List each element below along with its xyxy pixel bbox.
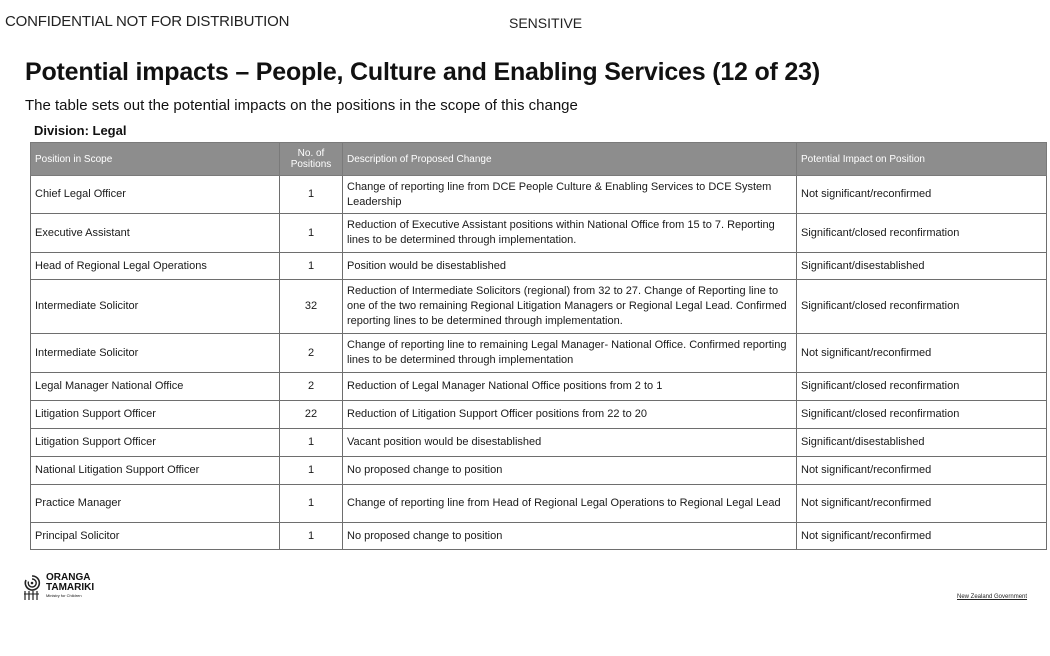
- cell-position: Litigation Support Officer: [31, 401, 280, 429]
- cell-description: Change of reporting line to remaining Legal Manager- National Office. Confirmed reporting lines to be determined through implementation: [343, 334, 797, 373]
- logo-line-2: TAMARIKI: [46, 582, 95, 593]
- cell-impact: Not significant/reconfirmed: [797, 176, 1047, 214]
- table-row: [31, 253, 1047, 280]
- cell-impact: Significant/closed reconfirmation: [797, 373, 1047, 401]
- header-count: [280, 143, 343, 176]
- cell-description: No proposed change to position: [343, 523, 797, 550]
- cell-description: Position would be disestablished: [343, 253, 797, 280]
- cell-position: Litigation Support Officer: [31, 429, 280, 457]
- cell-count: 1: [280, 253, 343, 280]
- table-row: [31, 176, 1047, 214]
- cell-impact: Significant/closed reconfirmation: [797, 401, 1047, 429]
- page-title: Potential impacts – People, Culture and Enabling Services (12 of 23): [25, 58, 820, 86]
- header-position: Position in Scope: [31, 143, 280, 176]
- cell-position: Intermediate Solicitor: [31, 280, 280, 334]
- cell-impact: Significant/closed reconfirmation: [797, 214, 1047, 253]
- cell-description: Change of reporting line from DCE People Culture & Enabling Services to DCE System Leadership: [343, 176, 797, 214]
- cell-impact: Not significant/reconfirmed: [797, 334, 1047, 373]
- table-row: [31, 457, 1047, 485]
- nz-government-label: New Zealand Government: [957, 594, 1028, 600]
- header-count-line2: Positions: [290, 159, 332, 170]
- cell-count: 1: [280, 485, 343, 523]
- cell-count: 1: [280, 214, 343, 253]
- cell-impact: Not significant/reconfirmed: [797, 523, 1047, 550]
- cell-description: Reduction of Legal Manager National Office positions from 2 to 1: [343, 373, 797, 401]
- cell-count: 2: [280, 334, 343, 373]
- cell-description: No proposed change to position: [343, 457, 797, 485]
- table-row: [31, 485, 1047, 523]
- cell-position: Practice Manager: [31, 485, 280, 523]
- confidential-banner: CONFIDENTIAL NOT FOR DISTRIBUTION: [5, 13, 290, 30]
- table-row: [31, 373, 1047, 401]
- table-row: [31, 401, 1047, 429]
- cell-impact: Not significant/reconfirmed: [797, 485, 1047, 523]
- table-header-row: [31, 143, 1047, 176]
- cell-impact: Significant/disestablished: [797, 253, 1047, 280]
- impacts-table: [30, 142, 1047, 550]
- division-label: Division: Legal: [34, 123, 127, 138]
- cell-position: Legal Manager National Office: [31, 373, 280, 401]
- cell-impact: Significant/disestablished: [797, 429, 1047, 457]
- cell-description: Reduction of Litigation Support Officer positions from 22 to 20: [343, 401, 797, 429]
- cell-description: Change of reporting line from Head of Regional Legal Operations to Regional Legal Lead: [343, 485, 797, 523]
- sensitivity-label: SENSITIVE: [509, 15, 583, 31]
- cell-count: 1: [280, 523, 343, 550]
- cell-description: Reduction of Intermediate Solicitors (regional) from 32 to 27. Change of Reporting line to one of the two remaining Regional Litigation Managers or Regional Legal Lead. Confirmed reporting lines to be determined through implementation.: [343, 280, 797, 334]
- table-row: [31, 523, 1047, 550]
- table-row: [31, 280, 1047, 334]
- header-count-line1: No. of: [297, 148, 325, 159]
- cell-impact: Significant/closed reconfirmation: [797, 280, 1047, 334]
- page-subtitle: The table sets out the potential impacts on the positions in the scope of this change: [25, 97, 578, 114]
- logo-subtitle: Ministry for Children: [46, 593, 82, 598]
- header-description: Description of Proposed Change: [343, 143, 797, 176]
- cell-description: Vacant position would be disestablished: [343, 429, 797, 457]
- cell-count: 1: [280, 429, 343, 457]
- cell-position: National Litigation Support Officer: [31, 457, 280, 485]
- cell-count: 32: [280, 280, 343, 334]
- cell-position: Principal Solicitor: [31, 523, 280, 550]
- table-row: [31, 214, 1047, 253]
- table-row: [31, 429, 1047, 457]
- cell-count: 1: [280, 457, 343, 485]
- cell-position: Intermediate Solicitor: [31, 334, 280, 373]
- oranga-tamariki-logo: [22, 573, 94, 601]
- cell-impact: Not significant/reconfirmed: [797, 457, 1047, 485]
- cell-count: 1: [280, 176, 343, 214]
- koru-icon: [22, 573, 42, 601]
- cell-position: Executive Assistant: [31, 214, 280, 253]
- cell-description: Reduction of Executive Assistant positions within National Office from 15 to 7. Reporting lines to be determined through implementation.: [343, 214, 797, 253]
- cell-count: 22: [280, 401, 343, 429]
- logo-line-1: ORANGA: [46, 572, 91, 583]
- table-row: [31, 334, 1047, 373]
- cell-count: 2: [280, 373, 343, 401]
- header-impact: Potential Impact on Position: [797, 143, 1047, 176]
- cell-position: Chief Legal Officer: [31, 176, 280, 214]
- cell-position: Head of Regional Legal Operations: [31, 253, 280, 280]
